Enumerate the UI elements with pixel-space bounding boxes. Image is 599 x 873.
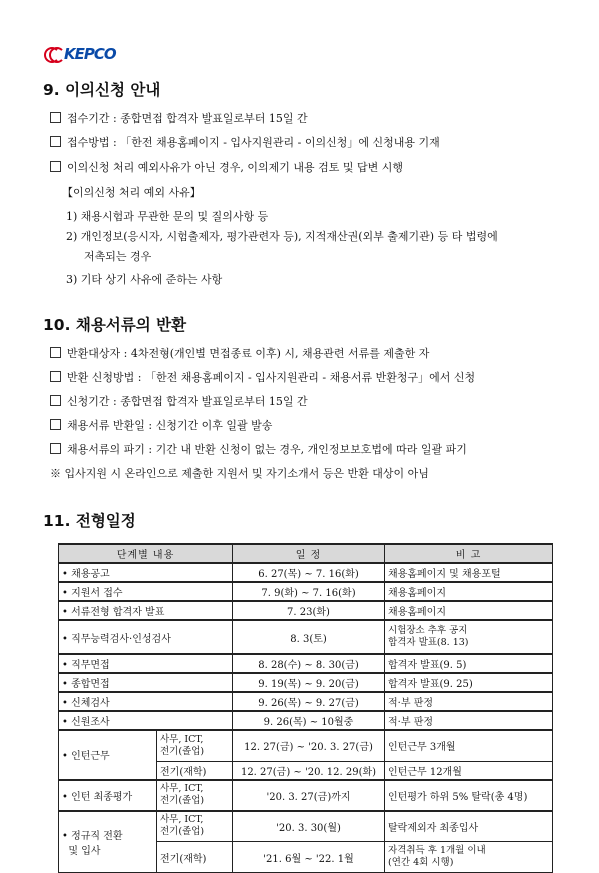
exception-title: 【이의신청 처리 예외 사유】 [62,186,201,199]
exception-item: 3) 기타 상기 사유에 준하는 사항 [66,273,223,286]
kepco-logo-mark [44,46,62,62]
stage-cell: • 정규직 전환 및 입사 [59,811,157,873]
table-row [59,563,553,582]
section-10-title: 10. 채용서류의 반환 [43,316,187,334]
checkbox-icon [50,136,61,147]
sub-cell: 사무, ICT, 전기(졸업) [157,811,233,842]
date-cell: 9. 19(목) ~ 9. 20(금) [233,673,385,692]
date-cell: 6. 27(목) ~ 7. 16(화) [233,563,385,582]
checkbox-icon [50,112,61,123]
header-date: 일 정 [233,544,385,563]
checkbox-icon [50,161,61,172]
stage-cell: • 채용공고 [59,563,233,582]
kepco-logo-text: KEPCO [64,45,116,63]
exception-item: 1) 채용시험과 무관한 문의 및 질의사항 등 [66,210,269,223]
sub-cell: 사무, ICT, 전기(졸업) [157,730,233,761]
checkbox-icon [50,371,61,382]
note-cell: 인턴근무 3개월 [385,730,553,761]
note-cell: 합격자 발표(9. 5) [385,654,553,673]
section-9-title: 9. 이의신청 안내 [43,81,161,99]
sub-cell: 전기(재학) [157,842,233,873]
section-11-title: 11. 전형일정 [43,512,136,530]
table-header-row [59,544,553,563]
header-note: 비 고 [385,544,553,563]
sub-cell: 사무, ICT, 전기(졸업) [157,780,233,811]
checkbox-icon [50,395,61,406]
date-cell: '20. 3. 30(월) [233,811,385,842]
table-row [59,711,553,730]
kepco-logo [44,44,116,64]
checkbox-icon [50,347,61,358]
stage-cell: • 서류전형 합격자 발표 [59,601,233,620]
note-cell: 적·부 판정 [385,692,553,711]
stage-cell: • 종합면접 [59,673,233,692]
table-row [59,811,553,842]
note-cell: 채용홈페이지 [385,601,553,620]
table-row [59,654,553,673]
exception-item: 저촉되는 경우 [84,250,152,263]
table-row [59,620,553,654]
section-10-item: 채용서류 반환일 : 신청기간 이후 일괄 발송 [50,417,272,433]
note-cell: 탈락제외자 최종입사 [385,811,553,842]
stage-cell: • 인턴근무 [59,730,157,780]
section-10-item: 반환대상자 : 4차전형(개인별 면접종료 이후) 시, 채용관련 서류를 제출한 자 [50,345,429,361]
section-9-item: 이의신청 처리 예외사유가 아닌 경우, 이의제기 내용 검토 및 답변 시행 [50,159,403,175]
table-row [59,730,553,761]
header-stage: 단계별 내용 [59,544,233,563]
note-cell: 시험장소 추후 공지 합격자 발표(8. 13) [385,620,553,654]
section-10-item: 채용서류의 파기 : 기간 내 반환 신청이 없는 경우, 개인정보보호법에 따라 일괄 파기 [50,441,467,457]
note-cell: 자격취득 후 1개월 이내 (연간 4회 시행) [385,842,553,873]
section-10-note: ※ 입사지원 시 온라인으로 제출한 지원서 및 자기소개서 등은 반환 대상이 아님 [50,467,429,480]
date-cell: 7. 9(화) ~ 7. 16(화) [233,582,385,601]
table-row [59,582,553,601]
date-cell: 12. 27(금) ~ '20. 3. 27(금) [233,730,385,761]
section-9-item: 접수기간 : 종합면접 합격자 발표일로부터 15일 간 [50,110,308,126]
date-cell: 8. 28(수) ~ 8. 30(금) [233,654,385,673]
stage-cell: • 신체검사 [59,692,233,711]
note-cell: 채용홈페이지 [385,582,553,601]
note-cell: 적·부 판정 [385,711,553,730]
checkbox-icon [50,419,61,430]
section-10-item: 반환 신청방법 : 「한전 채용홈페이지 - 입사지원관리 - 채용서류 반환청구」에서 신청 [50,369,475,385]
stage-cell: • 직무면접 [59,654,233,673]
section-10-item: 신청기간 : 종합면접 합격자 발표일로부터 15일 간 [50,393,308,409]
note-cell: 인턴근무 12개월 [385,761,553,780]
stage-cell: • 신원조사 [59,711,233,730]
date-cell: 9. 26(목) ~ 10월중 [233,711,385,730]
schedule-table [58,543,553,873]
date-cell: '20. 3. 27(금)까지 [233,780,385,811]
exception-item: 2) 개인정보(응시자, 시험출제자, 평가관련자 등), 지적재산권(외부 출제기관) 등 타 법령에 [66,230,498,243]
note-cell: 인턴평가 하위 5% 탈락(총 4명) [385,780,553,811]
table-row [59,601,553,620]
date-cell: 7. 23(화) [233,601,385,620]
note-cell: 합격자 발표(9. 25) [385,673,553,692]
date-cell: 9. 26(목) ~ 9. 27(금) [233,692,385,711]
sub-cell: 전기(재학) [157,761,233,780]
stage-cell: • 인턴 최종평가 [59,780,157,811]
checkbox-icon [50,443,61,454]
table-row [59,692,553,711]
section-9-item: 접수방법 : 「한전 채용홈페이지 - 입사지원관리 - 이의신청」에 신청내용 기재 [50,134,440,150]
stage-cell: • 지원서 접수 [59,582,233,601]
date-cell: 12. 27(금) ~ '20. 12. 29(화) [233,761,385,780]
note-cell: 채용홈페이지 및 채용포털 [385,563,553,582]
table-row [59,780,553,811]
table-row [59,673,553,692]
date-cell: '21. 6월 ~ '22. 1월 [233,842,385,873]
stage-cell: • 직무능력검사·인성검사 [59,620,233,654]
date-cell: 8. 3(토) [233,620,385,654]
